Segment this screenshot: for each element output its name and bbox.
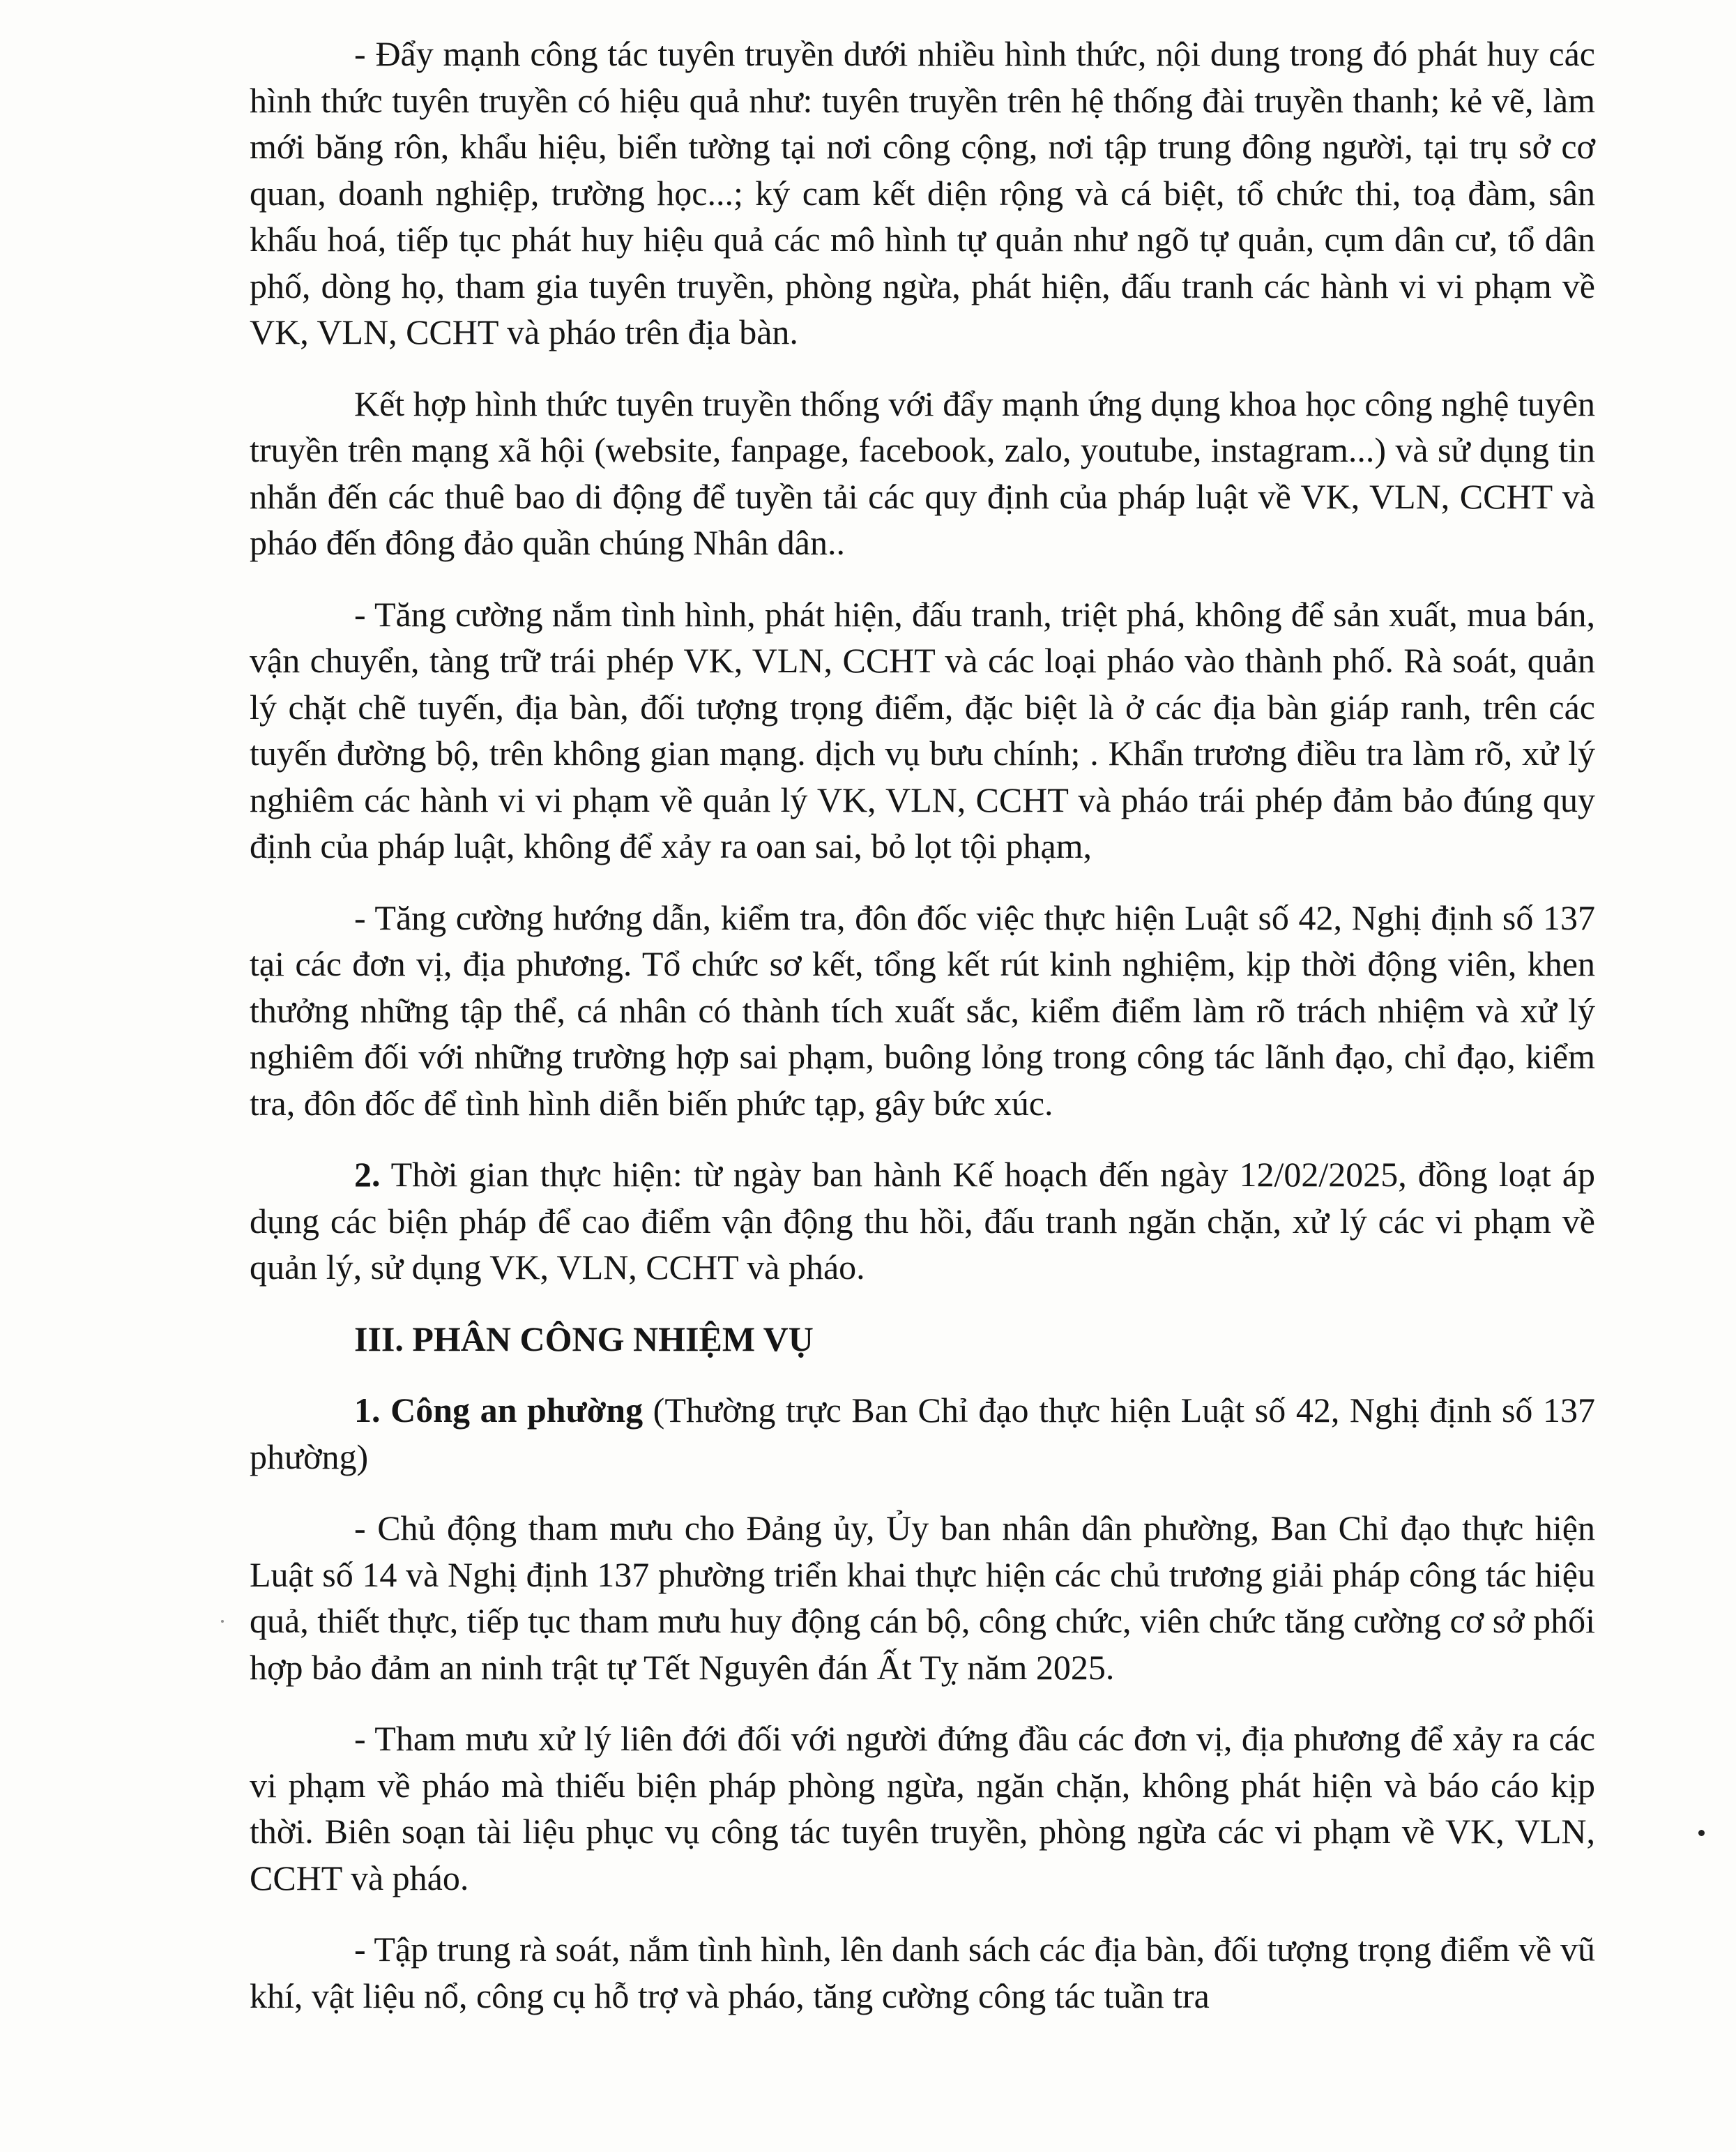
item-1-ward-police — [250, 1387, 1595, 1480]
item-1-text: (Thường trực Ban Chỉ đạo thực hiện Luật số 42, Nghị định số 137 phường) — [250, 1391, 1595, 1476]
section-heading: III. PHÂN CÔNG NHIỆM VỤ — [354, 1319, 814, 1358]
task-review: - Tập trung rà soát, nắm tình hình, lên danh sách các địa bàn, đối tượng trọng điểm về vũ khí, vật liệu nổ, công cụ hỗ trợ và pháo, tăng cường công tác tuần tra — [250, 1930, 1595, 2015]
document-page — [250, 31, 1595, 2044]
task-liability: - Tham mưu xử lý liên đới đối với người đứng đầu các đơn vị, địa phương để xảy ra các vi phạm về pháo mà thiếu biện pháp phòng ngừa, ngăn chặn, không phát hiện và báo cáo kịp thời. Biên soạn tài liệu phục vụ công tác tuyên truyền, phòng ngừa các vi phạm về VK, VLN, CCHT và pháo. — [250, 1719, 1595, 1897]
item-1-title: 1. Công an phường — [354, 1391, 644, 1430]
scan-speck — [1698, 1830, 1705, 1836]
item-2-text: Thời gian thực hiện: từ ngày ban hành Kế hoạch đến ngày 12/02/2025, đồng loạt áp dụng các biện pháp để cao điểm vận động thu hồi, đấu tranh ngăn chặn, xử lý các vi phạm về quản lý, sử dụng VK, VLN, CCHT và pháo. — [250, 1155, 1595, 1287]
paragraph-crackdown: - Tăng cường nắm tình hình, phát hiện, đấu tranh, triệt phá, không để sản xuất, mua bán, vận chuyển, tàng trữ trái phép VK, VLN, CCHT và các loại pháo vào thành phố. Rà soát, quản lý chặt chẽ tuyến, địa bàn, đối tượng trọng điểm, đặc biệt là ở các địa bàn giáp ranh, trên các tuyến đường bộ, trên không gian mạng. dịch vụ bưu chính; . Khẩn trương điều tra làm rõ, xử lý nghiêm các hành vi vi phạm về quản lý VK, VLN, CCHT và pháo trái phép đảm bảo đúng quy định của pháp luật, không để xảy ra oan sai, bỏ lọt tội phạm, — [250, 594, 1595, 865]
scan-speck — [221, 1620, 224, 1623]
paragraph-propaganda: - Đẩy mạnh công tác tuyên truyền dưới nhiều hình thức, nội dung trong đó phát huy các hình thức tuyên truyền có hiệu quả như: tuyên truyền trên hệ thống đài truyền thanh; kẻ vẽ, làm mới băng rôn, khẩu hiệu, biển tường tại nơi công cộng, nơi tập trung đông người, tại trụ sở cơ quan, doanh nghiệp, trường học...; ký cam kết diện rộng và cá biệt, tổ chức thi, toạ đàm, sân khấu hoá, tiếp tục phát huy hiệu quả các mô hình tự quản như ngõ tự quản, cụm dân cư, tổ dân phố, dòng họ, tham gia tuyên truyền, phòng ngừa, phát hiện, đấu tranh các hành vi vi phạm về VK, VLN, CCHT và pháo trên địa bàn. — [250, 34, 1595, 351]
paragraph-social-media: Kết hợp hình thức tuyên truyền thống với đẩy mạnh ứng dụng khoa học công nghệ tuyên truyền trên mạng xã hội (website, fanpage, facebook, zalo, youtube, instagram...) và sử dụng tin nhắn đến các thuê bao di động để tuyền tải các quy định của pháp luật về VK, VLN, CCHT và pháo đến đông đảo quần chúng Nhân dân.. — [250, 384, 1595, 562]
item-2-timeline — [250, 1151, 1595, 1291]
item-2-number: 2. — [354, 1155, 381, 1194]
paragraph-inspection: - Tăng cường hướng dẫn, kiểm tra, đôn đốc việc thực hiện Luật số 42, Nghị định số 137 tại các đơn vị, địa phương. Tổ chức sơ kết, tổng kết rút kinh nghiệm, kịp thời động viên, khen thưởng những tập thể, cá nhân có thành tích xuất sắc, kiểm điểm làm rõ trách nhiệm và xử lý nghiêm đối với những trường hợp sai phạm, buông lỏng trong công tác lãnh đạo, chỉ đạo, kiểm tra, đôn đốc để tình hình diễn biến phức tạp, gây bức xúc. — [250, 897, 1595, 1123]
task-advise: - Chủ động tham mưu cho Đảng ủy, Ủy ban nhân dân phường, Ban Chỉ đạo thực hiện Luật số 14 và Nghị định 137 phường triển khai thực hiện các chủ trương giải pháp công tác hiệu quả, thiết thực, tiếp tục tham mưu huy động cán bộ, công chức, viên chức tăng cường cơ sở phối hợp bảo đảm an ninh trật tự Tết Nguyên đán Ất Tỵ năm 2025. — [250, 1508, 1595, 1687]
